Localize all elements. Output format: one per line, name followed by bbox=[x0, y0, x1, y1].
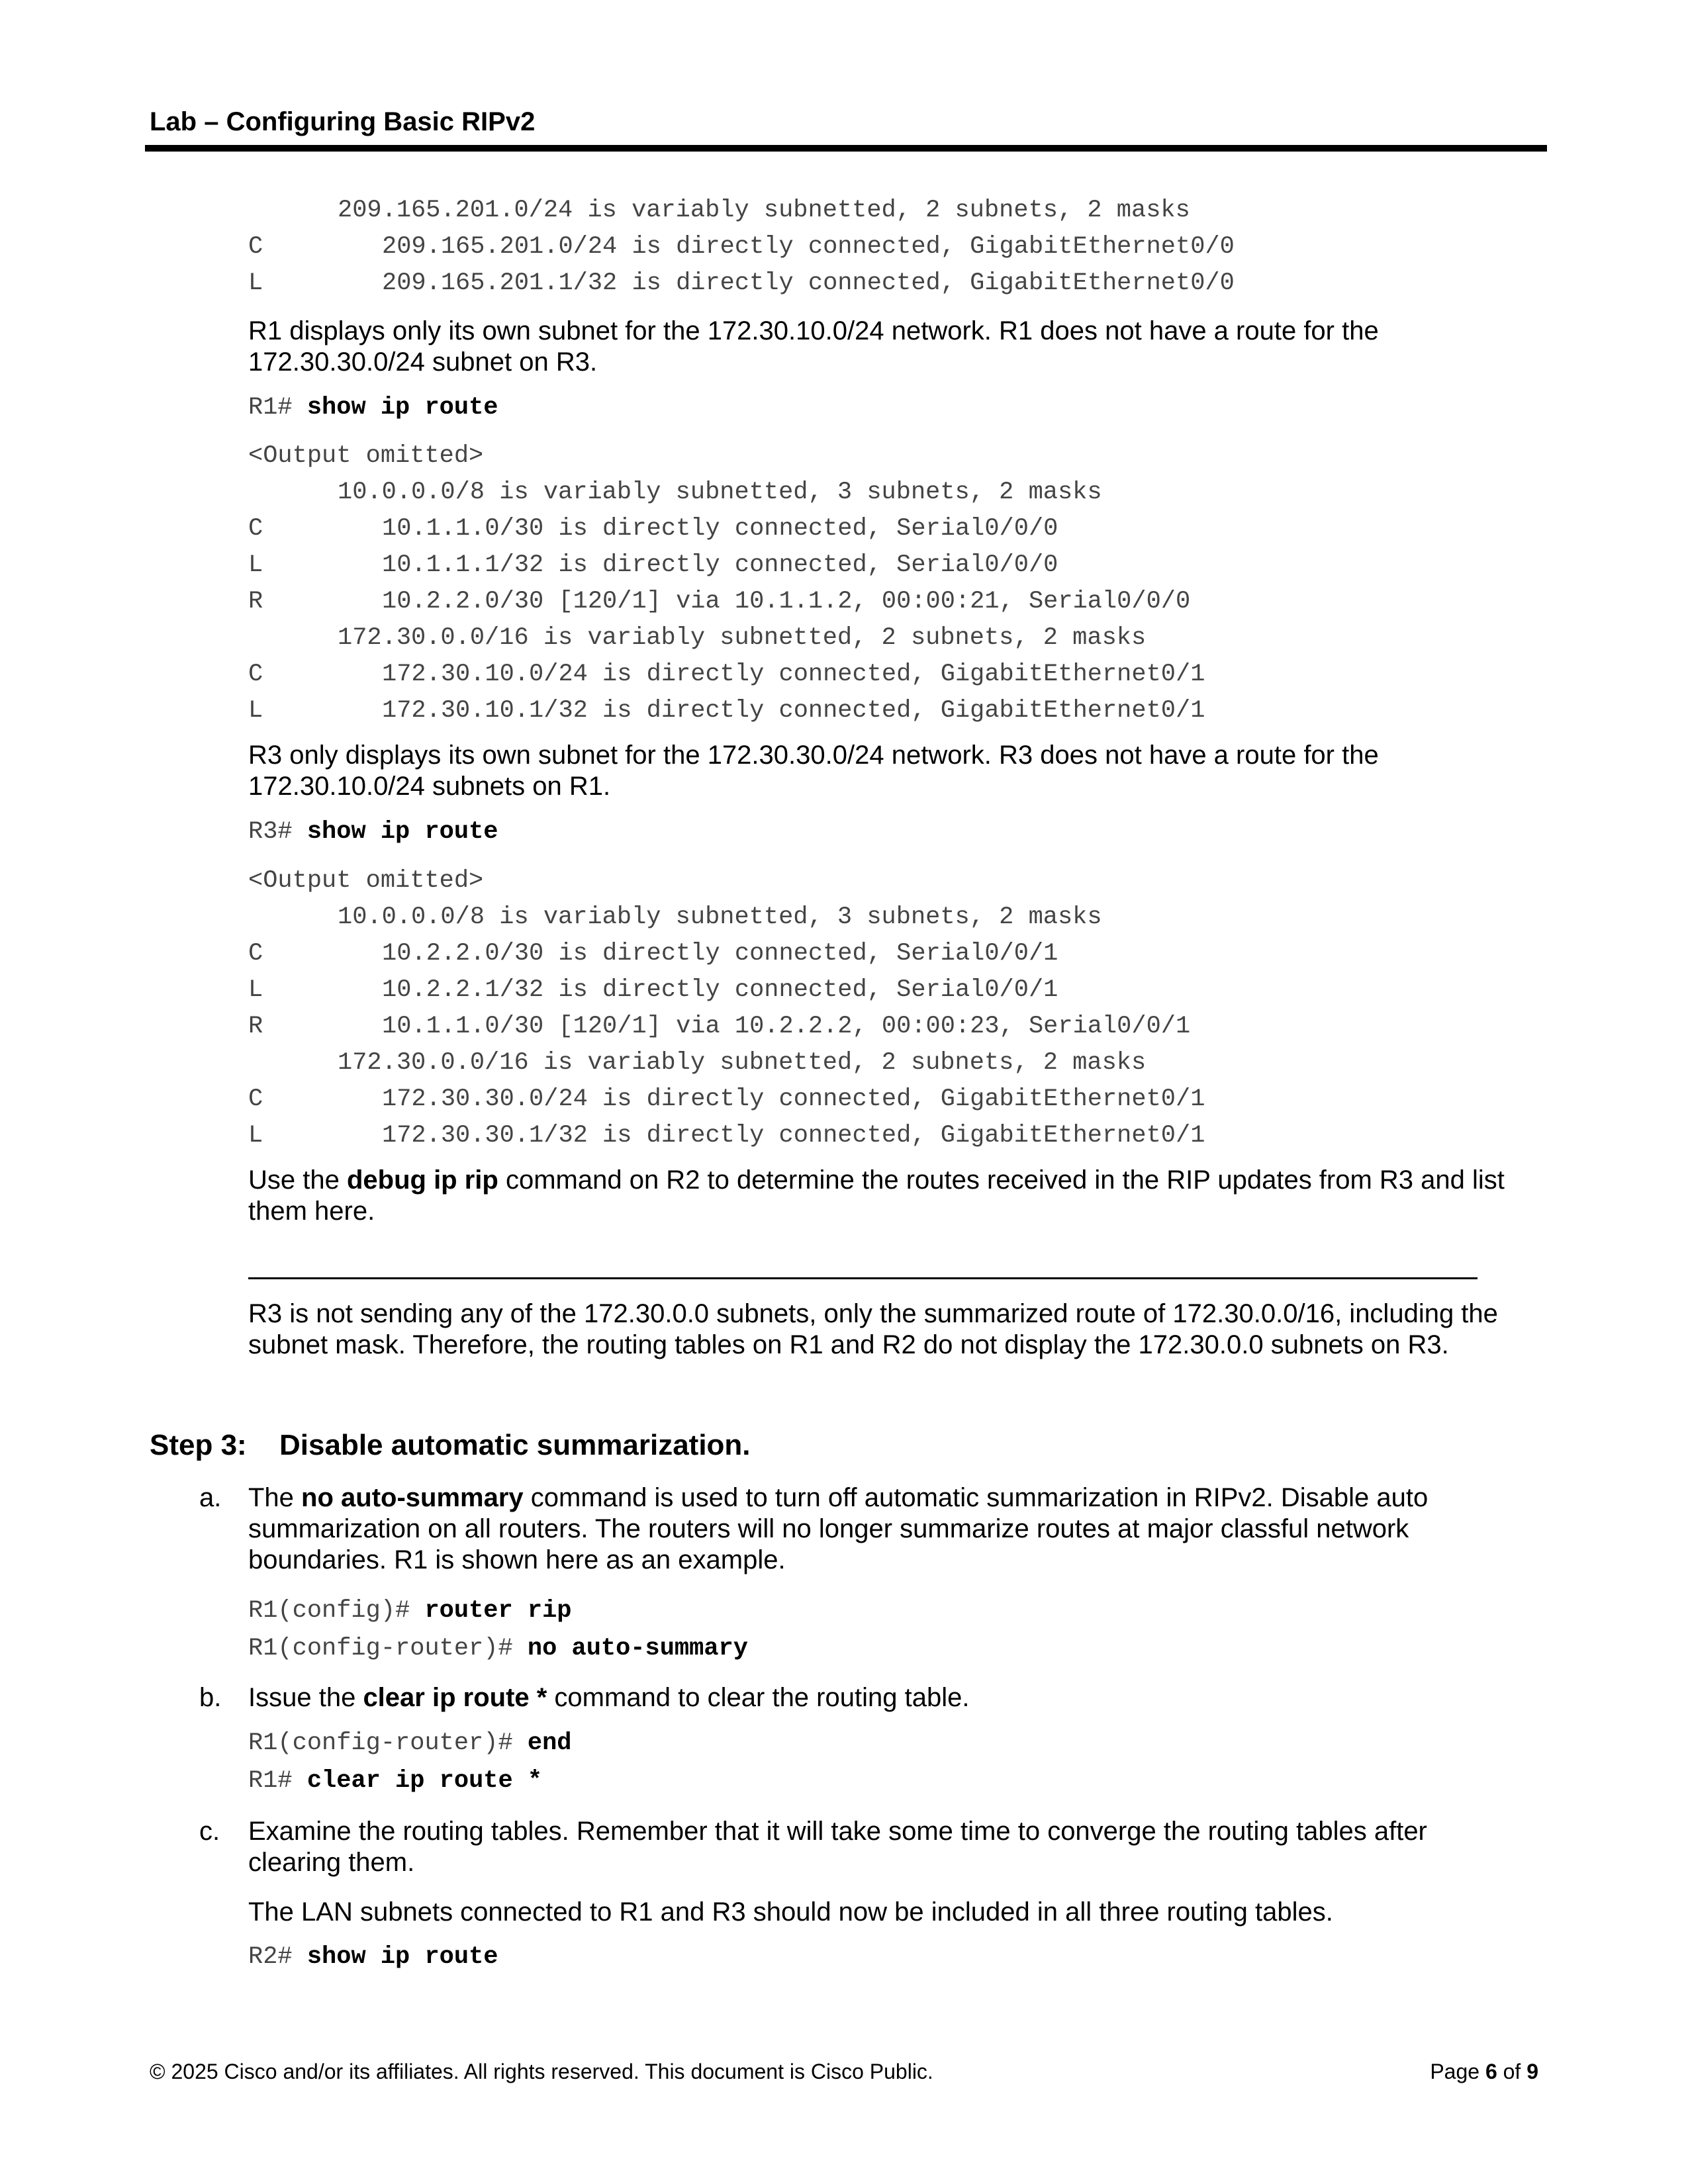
list-marker-a: a. bbox=[199, 1483, 222, 1512]
r3-show-ip-route-command bbox=[248, 817, 498, 847]
item-c-text: Examine the routing tables. Remember that it will take some time to converge the routing tables after clearing them. bbox=[248, 1817, 1427, 1877]
header-rule bbox=[145, 145, 1547, 152]
route-code: L bbox=[248, 551, 263, 579]
route-text: 10.0.0.0/8 is variably subnetted, 3 subnets, 2 masks bbox=[338, 478, 1102, 506]
route-code: C bbox=[248, 940, 263, 968]
route-text: 10.1.1.1/32 is directly connected, Serial0/0/0 bbox=[382, 551, 1058, 579]
r2-show-ip-route-command: R2# show ip route bbox=[248, 1943, 498, 1971]
route-text: 10.2.2.1/32 is directly connected, Serial0/0/1 bbox=[382, 976, 1058, 1004]
cli-command: show ip route bbox=[306, 394, 498, 422]
route-text: <Output omitted> bbox=[248, 442, 484, 470]
route-code: C bbox=[248, 233, 263, 261]
clear-ip-route-cli: R1# clear ip route * bbox=[248, 1767, 543, 1795]
route-text: 10.1.1.0/30 [120/1] via 10.2.2.2, 00:00:23, Serial0/0/1 bbox=[382, 1013, 1191, 1040]
route-text: 172.30.10.0/24 is directly connected, GigabitEthernet0/1 bbox=[382, 660, 1205, 688]
answer-underline bbox=[248, 1277, 1477, 1279]
clear-ip-route-command: clear ip route * bbox=[363, 1683, 547, 1712]
no-auto-summary-cli: R1(config-router)# no auto-summary bbox=[248, 1635, 748, 1662]
route-text: 209.165.201.1/32 is directly connected, GigabitEthernet0/0 bbox=[382, 269, 1235, 297]
route-text: 10.2.2.0/30 is directly connected, Serial0/0/1 bbox=[382, 940, 1058, 968]
route-text: 172.30.10.1/32 is directly connected, GigabitEthernet0/1 bbox=[382, 697, 1205, 725]
document-title: Lab – Configuring Basic RIPv2 bbox=[150, 107, 536, 136]
router-rip-command: R1(config)# router rip bbox=[248, 1597, 572, 1625]
list-marker-b: b. bbox=[199, 1683, 222, 1712]
copyright-footer: © 2025 Cisco and/or its affiliates. All rights reserved. This document is Cisco Public. bbox=[150, 2060, 933, 2083]
route-text: 172.30.0.0/16 is variably subnetted, 2 subnets, 2 masks bbox=[338, 624, 1147, 652]
cli-command: show ip route bbox=[306, 818, 498, 846]
route-text: <Output omitted> bbox=[248, 867, 484, 895]
debug-command-name: debug ip rip bbox=[346, 1165, 498, 1195]
route-text: 209.165.201.0/24 is directly connected, GigabitEthernet0/0 bbox=[382, 233, 1235, 261]
paragraph-r1-note: R1 displays only its own subnet for the 172.30.10.0/24 network. R1 does not have a route for the 172.30.30.0/24 subnet on R3. bbox=[248, 316, 1379, 377]
route-text: 10.1.1.0/30 is directly connected, Serial0/0/0 bbox=[382, 515, 1058, 543]
route-code: C bbox=[248, 515, 263, 543]
item-a-text: The no auto-summary command is used to turn off automatic summarization in RIPv2. Disable auto summarization on all routers. The routers will no longer summarize routes at major classful network boundaries. R1 is shown here as an example. bbox=[248, 1483, 1429, 1574]
route-code: R bbox=[248, 588, 263, 615]
route-code: L bbox=[248, 269, 263, 297]
route-code: C bbox=[248, 1085, 263, 1113]
paragraph-debug-instruction: Use the debug ip rip command on R2 to determine the routes received in the RIP updates from R3 and list them here. bbox=[248, 1165, 1505, 1226]
answer-text: R3 is not sending any of the 172.30.0.0 subnets, only the summarized route of 172.30.0.0/16, including the subnet mask. Therefore, the routing tables on R1 and R2 do not display the 172.30.0.0 subnets on R3. bbox=[248, 1299, 1498, 1359]
r1-show-ip-route-command bbox=[248, 392, 498, 423]
route-text: 172.30.30.1/32 is directly connected, GigabitEthernet0/1 bbox=[382, 1122, 1205, 1150]
page-number: Page 6 of 9 bbox=[1430, 2060, 1538, 2083]
no-auto-summary-command: no auto-summary bbox=[301, 1483, 524, 1512]
item-c-text-2: The LAN subnets connected to R1 and R3 should now be included in all three routing tables. bbox=[248, 1897, 1333, 1927]
route-code: R bbox=[248, 1013, 263, 1040]
list-marker-c: c. bbox=[199, 1817, 220, 1846]
route-code: L bbox=[248, 697, 263, 725]
route-text: 10.2.2.0/30 [120/1] via 10.1.1.2, 00:00:21, Serial0/0/0 bbox=[382, 588, 1191, 615]
item-b-text: Issue the clear ip route * command to clear the routing table. bbox=[248, 1683, 970, 1712]
cli-prompt: R3# bbox=[248, 818, 307, 846]
route-code: L bbox=[248, 976, 263, 1004]
route-text: 172.30.0.0/16 is variably subnetted, 2 subnets, 2 masks bbox=[338, 1049, 1147, 1077]
route-code: L bbox=[248, 1122, 263, 1150]
route-code: C bbox=[248, 660, 263, 688]
route-text: 10.0.0.0/8 is variably subnetted, 3 subnets, 2 masks bbox=[338, 903, 1102, 931]
step-3-heading: Step 3: Disable automatic summarization. bbox=[150, 1429, 751, 1461]
cli-prompt: R1# bbox=[248, 394, 307, 422]
end-command: R1(config-router)# end bbox=[248, 1729, 572, 1757]
route-text: 172.30.30.0/24 is directly connected, GigabitEthernet0/1 bbox=[382, 1085, 1205, 1113]
route-text: 209.165.201.0/24 is variably subnetted, 2 subnets, 2 masks bbox=[338, 197, 1190, 224]
paragraph-r3-note: R3 only displays its own subnet for the 172.30.30.0/24 network. R3 does not have a route for the 172.30.10.0/24 subnets on R1. bbox=[248, 741, 1379, 801]
